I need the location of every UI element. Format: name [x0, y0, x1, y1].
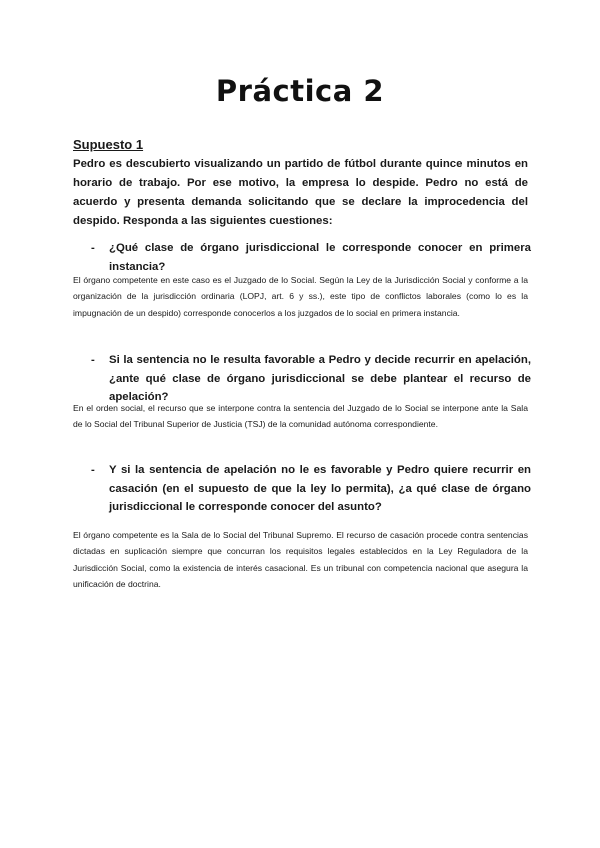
question-3: [91, 461, 531, 517]
question-text: Y si la sentencia de apelación no le es favorable y Pedro quiere recurrir en casación (en el supuesto de que la ley lo permita), ¿a qué clase de órgano jurisdiccional le corresponde conocer del asunto?: [109, 464, 531, 513]
question-bullet: -: [91, 464, 95, 476]
question-1: [91, 239, 531, 276]
page-title: Práctica 2: [215, 74, 385, 108]
answer-2: En el orden social, el recurso que se interpone contra la sentencia del Juzgado de lo Social se interpone ante la Sala de lo Social del Tribunal Superior de Justicia (TSJ) de la comunidad autónoma correspondiente.: [73, 403, 528, 430]
question-text: ¿Qué clase de órgano jurisdiccional le corresponde conocer en primera instancia?: [109, 242, 531, 273]
question-bullet: -: [91, 354, 95, 366]
question-text: Si la sentencia no le resulta favorable a Pedro y decide recurrir en apelación, ¿ante qué clase de órgano jurisdiccional se debe plantear el recurso de apelación?: [109, 354, 531, 403]
question-bullet: -: [91, 242, 95, 254]
answer-1: El órgano competente en este caso es el Juzgado de lo Social. Según la Ley de la Jurisdicción Social y conforme a la organización de la jurisdicción ordinaria (LOPJ, art. 6 y ss.), este tipo de conflictos laborales (como lo es la impugnación de un despido) corresponde conocerlos a los juzgados de lo social en primera instancia.: [73, 275, 528, 318]
case-heading: Supuesto 1: [73, 137, 144, 152]
question-2: [91, 351, 531, 407]
answer-3: El órgano competente es la Sala de lo Social del Tribunal Supremo. El recurso de casación procede contra sentencias dictadas en suplicación siempre que concurran los requisitos legales establecidos en la Ley Reguladora de la Jurisdicción Social, como la existencia de interés casacional. Es un tribunal con competencia nacional que asegura la unificación de doctrina.: [73, 530, 528, 590]
case-statement: Pedro es descubierto visualizando un partido de fútbol durante quince minutos en horario de trabajo. Por ese motivo, la empresa lo despide. Pedro no está de acuerdo y presenta demanda solicitando que se declare la improcedencia del despido. Responda a las siguientes cuestiones:: [73, 158, 528, 227]
